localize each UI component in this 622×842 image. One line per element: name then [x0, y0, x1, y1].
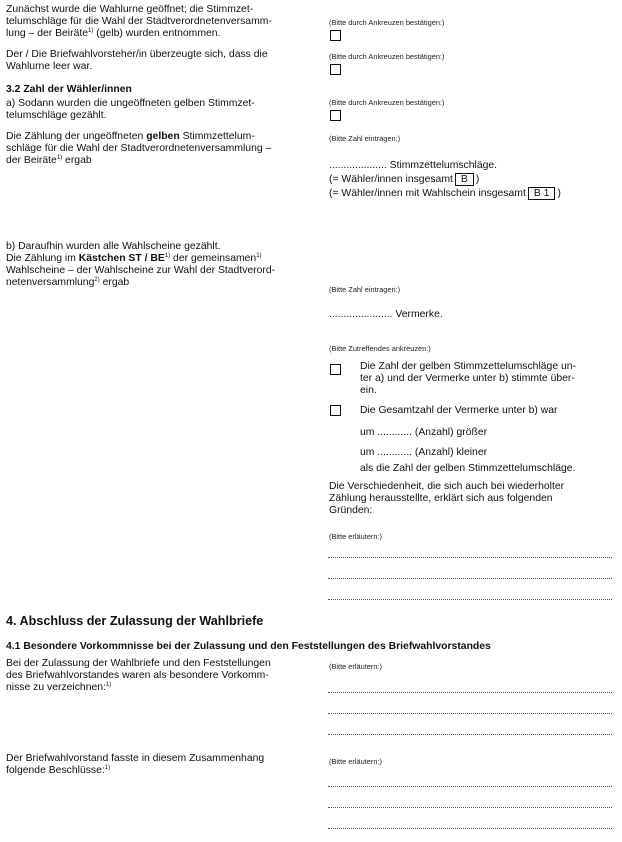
incidents-line: Bei der Zulassung der Wahlbriefe und den Feststellungen [6, 658, 271, 669]
difference-line: Gründen: [329, 505, 373, 516]
voters-with-card-line: (= Wähler/innen mit Wahlschein insgesamt B 1 ) [329, 188, 561, 199]
b-paragraph [6, 241, 316, 289]
option-line: ein. [360, 385, 377, 396]
incidents-line-input[interactable] [328, 692, 612, 693]
footnote-mark: 2) [94, 277, 100, 283]
checkbox-envelopes-counted[interactable] [330, 110, 341, 121]
b-line: netenversammlung$^{2)}$ ergab [6, 277, 130, 288]
footnote-mark: 1) [56, 155, 63, 161]
incidents-line: nisse zu verzeichnen:$^{1)}$ [6, 682, 112, 693]
voters-total-line: (= Wähler/innen insgesamt B ) [329, 174, 480, 185]
footnote-mark: 1) [105, 682, 112, 688]
count-line: der Beiräte$^{1)}$ ergab [6, 155, 92, 166]
incidents-line-input[interactable] [328, 734, 612, 735]
confirm-hint: (Bitte durch Ankreuzen bestätigen:) [329, 18, 445, 27]
envelope-count-field[interactable] [329, 160, 497, 172]
explanation-line[interactable] [328, 599, 612, 600]
a-line: a) Sodann wurden die ungeöffneten gelben Stimmzet- [6, 98, 255, 109]
a-paragraph [6, 98, 316, 122]
checkbox-counts-match[interactable] [330, 364, 341, 375]
option-line: ter a) und der Vermerke unter b) stimmte über- [360, 373, 575, 384]
explain-hint: (Bitte erläutern:) [329, 662, 382, 671]
enter-hint: (Bitte Zahl eintragen:) [329, 134, 401, 143]
b-line: Wahlscheine – der Wahlscheine zur Wahl der Stadtverord- [6, 265, 276, 276]
confirm-hint: (Bitte durch Ankreuzen bestätigen:) [329, 52, 445, 61]
fill-in-dots: ............ [377, 427, 412, 438]
explain-hint: (Bitte erläutern:) [329, 532, 382, 541]
decisions-line: folgende Beschlüsse:$^{1)}$ [6, 765, 111, 776]
explain-hint: (Bitte erläutern:) [329, 757, 382, 766]
a-line: telumschläge gezählt. [6, 110, 107, 121]
verify-line: Wahlurne leer war. [6, 61, 93, 72]
fill-in-dots: ............ [377, 447, 412, 458]
b-line: Die Zählung im Kästchen ST / BE$^{1)}$ der gemeinsamen$^{1)}$ [6, 253, 262, 264]
count-line: Die Zählung der ungeöffneten gelben Stimmzettelum- [6, 131, 255, 142]
confirm-hint: (Bitte durch Ankreuzen bestätigen:) [329, 98, 445, 107]
greater-by-field[interactable]: um ............ (Anzahl) größer [360, 427, 488, 438]
intro-paragraph [6, 4, 316, 40]
section-4-heading: 4. Abschluss der Zulassung der Wahlbriefe [6, 614, 264, 628]
incidents-line: des Briefwahlvorstandes waren als besondere Vorkomm- [6, 670, 269, 681]
decisions-line-input[interactable] [328, 828, 612, 829]
difference-line: Zählung herausstellte, erklärt sich aus folgenden [329, 493, 553, 504]
section-4-1-heading: 4.1 Besondere Vorkommnisse bei der Zulassung und den Feststellungen des Briefwahlvorstandes [6, 641, 491, 652]
footnote-mark: 1) [164, 253, 171, 259]
checkbox-counts-differ[interactable] [330, 405, 341, 416]
intro-line: telumschläge für die Wahl der Stadtverordnetenversamm- [6, 16, 272, 27]
tick-hint: (Bitte Zutreffendes ankreuzen:) [329, 344, 431, 353]
option-counts-differ: Die Gesamtzahl der Vermerke unter b) war [360, 405, 558, 416]
enter-hint: (Bitte Zahl eintragen:) [329, 285, 401, 294]
fill-in-dots: ...................... [329, 309, 393, 320]
decisions-line: Der Briefwahlvorstand fasste in diesem Zusammenhang [6, 753, 265, 764]
decisions-line-input[interactable] [328, 786, 612, 787]
decisions-paragraph [6, 753, 316, 777]
notes-count-field[interactable] [329, 309, 443, 321]
option-counts-match [360, 361, 612, 397]
verify-paragraph [6, 49, 316, 73]
checkbox-urn-empty[interactable] [330, 64, 341, 75]
intro-line: Zunächst wurde die Wahlurne geöffnet; die Stimmzet- [6, 4, 254, 15]
notes-count-label: Vermerke. [395, 309, 443, 320]
count-paragraph [6, 131, 316, 167]
checkbox-urn-opened[interactable] [330, 30, 341, 41]
smaller-by-field[interactable]: um ............ (Anzahl) kleiner [360, 447, 488, 458]
box-label-b: B [455, 173, 474, 186]
b-line: b) Daraufhin wurden alle Wahlscheine gezählt. [6, 241, 221, 252]
explanation-line[interactable] [328, 557, 612, 558]
difference-line: Die Verschiedenheit, die sich auch bei wiederholter [329, 481, 565, 492]
footnote-mark: 1) [104, 765, 111, 771]
intro-line: lung – der Beiräte$^{1)}$ (gelb) wurden entnommen. [6, 28, 221, 39]
footnote-mark: 1) [256, 253, 262, 259]
explanation-line[interactable] [328, 578, 612, 579]
count-line: schläge für die Wahl der Stadtverordnetenversammlung – [6, 143, 272, 154]
fill-in-dots: .................... [329, 160, 387, 171]
difference-paragraph [329, 481, 612, 517]
section-3-2-heading: 3.2 Zahl der Wähler/innen [6, 84, 132, 95]
verify-line: Der / Die Briefwahlvorsteher/in überzeugte sich, dass die [6, 49, 268, 60]
than-line: als die Zahl der gelben Stimmzettelumschläge. [360, 463, 576, 474]
decisions-line-input[interactable] [328, 807, 612, 808]
incidents-line-input[interactable] [328, 713, 612, 714]
option-line: Die Zahl der gelben Stimmzettelumschläge un- [360, 361, 576, 372]
box-label-b1: B 1 [528, 187, 556, 200]
footnote-mark: 1) [88, 28, 94, 34]
incidents-paragraph [6, 658, 316, 694]
envelope-count-label: Stimmzettelumschläge. [389, 160, 498, 171]
